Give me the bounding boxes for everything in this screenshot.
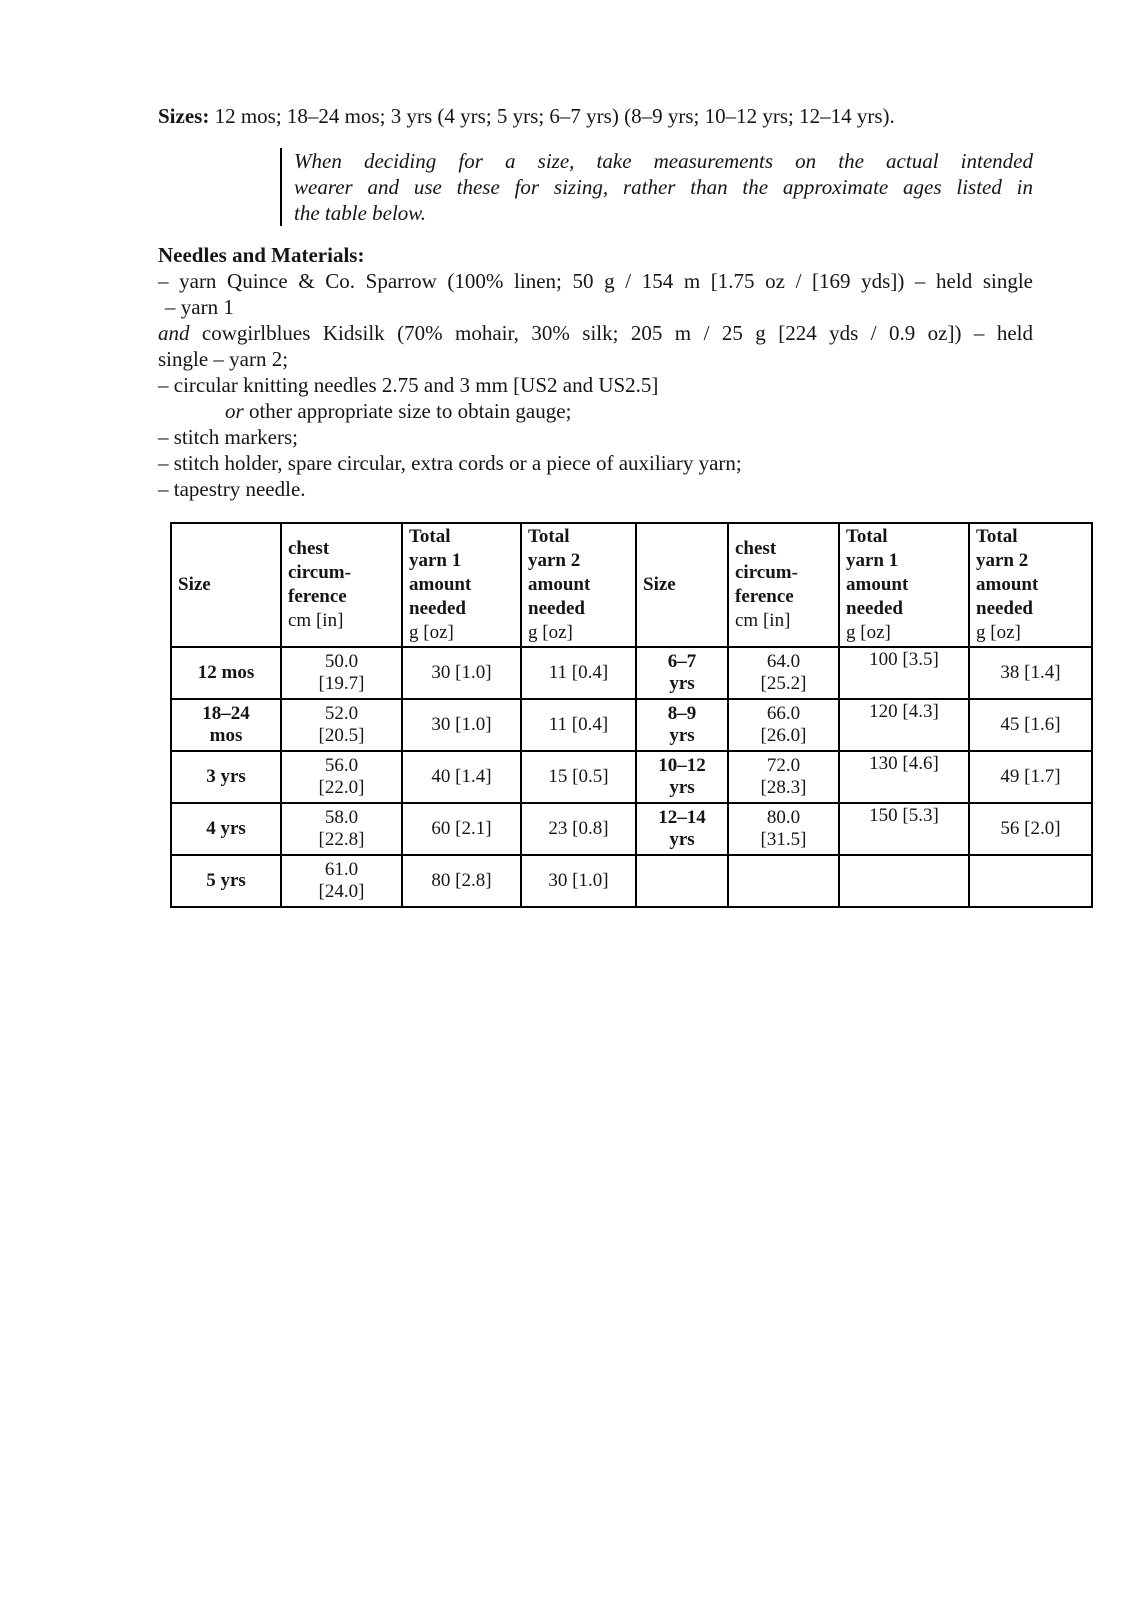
table-cell: 80 [2.8] [402,855,521,907]
sizes-line [158,103,1033,129]
table-cell: 50.0 [19.7] [281,647,402,699]
table-row [171,803,1092,855]
text-run: – yarn Quince & Co. Sparrow (100% linen; 50 g / 154 m [1.75 oz / [169 yds]) – held single [158,269,1033,293]
table-cell: 15 [0.5] [521,751,636,803]
material-line [158,450,1033,476]
column-header: Total yarn 2 amount needed g [oz] [521,523,636,647]
column-header: Size [636,523,728,647]
table-cell: 60 [2.1] [402,803,521,855]
column-header: chest circum- ference cm [in] [281,523,402,647]
table-row [171,699,1092,751]
table-cell: 10–12 yrs [636,751,728,803]
italic-run: or [225,399,244,423]
table-cell: 49 [1.7] [969,751,1092,803]
table-cell: 30 [1.0] [402,647,521,699]
material-line [158,320,1033,346]
column-header: Total yarn 1 amount needed g [oz] [839,523,969,647]
sizes-values: 12 mos; 18–24 mos; 3 yrs (4 yrs; 5 yrs; 6–7 yrs) (8–9 yrs; 10–12 yrs; 12–14 yrs). [209,104,895,128]
table-cell: 120 [4.3] [839,699,969,751]
table-header-row [171,523,1092,647]
table-cell: 61.0 [24.0] [281,855,402,907]
table-row [171,751,1092,803]
text-run: single – yarn 2; [158,347,289,371]
text-run: – stitch markers; [158,425,298,449]
table-cell: 100 [3.5] [839,647,969,699]
text-run: – circular knitting needles 2.75 and 3 mm [US2 and US2.5] [158,373,659,397]
material-line [158,294,1033,320]
text-run: other appropriate size to obtain gauge; [243,399,572,423]
table-cell: 30 [1.0] [521,855,636,907]
italic-run: and [158,321,190,345]
table-cell: 3 yrs [171,751,281,803]
table-cell [839,855,969,907]
note-line: the table below. [294,201,426,225]
text-run: – yarn 1 [165,295,234,319]
table-cell: 12 mos [171,647,281,699]
size-table [170,522,1093,908]
table-cell [728,855,839,907]
table-cell: 18–24 mos [171,699,281,751]
table-cell: 6–7 yrs [636,647,728,699]
page-content [158,103,1061,908]
material-line [158,268,1033,294]
table-cell: 11 [0.4] [521,699,636,751]
material-line [158,476,1033,502]
note-line: wearer and use these for sizing, rather than the approximate ages listed in [294,175,1033,199]
table-cell [636,855,728,907]
table-cell: 23 [0.8] [521,803,636,855]
material-line [158,346,1033,372]
table-cell [969,855,1092,907]
table-cell: 80.0 [31.5] [728,803,839,855]
materials-list [158,268,1033,502]
table-cell: 64.0 [25.2] [728,647,839,699]
table-row [171,647,1092,699]
material-line [158,398,1033,424]
text-run: – tapestry needle. [158,477,306,501]
note-line: When deciding for a size, take measurements on the actual intended [294,149,1033,173]
column-header: Total yarn 2 amount needed g [oz] [969,523,1092,647]
table-cell: 150 [5.3] [839,803,969,855]
table-cell: 130 [4.6] [839,751,969,803]
text-run: – stitch holder, spare circular, extra cords or a piece of auxiliary yarn; [158,451,742,475]
table-cell: 8–9 yrs [636,699,728,751]
table-cell: 5 yrs [171,855,281,907]
table-cell: 56.0 [22.0] [281,751,402,803]
material-line [158,372,1033,398]
table-cell: 72.0 [28.3] [728,751,839,803]
table-row [171,855,1092,907]
table-cell: 12–14 yrs [636,803,728,855]
column-header: Total yarn 1 amount needed g [oz] [402,523,521,647]
table-cell: 45 [1.6] [969,699,1092,751]
table-cell: 11 [0.4] [521,647,636,699]
table-cell: 38 [1.4] [969,647,1092,699]
table-cell: 30 [1.0] [402,699,521,751]
table-cell: 52.0 [20.5] [281,699,402,751]
materials-heading: Needles and Materials: [158,243,365,267]
sizing-note-blockquote [280,148,1033,226]
size-table-head [171,523,1092,647]
text-run: cowgirlblues Kidsilk (70% mohair, 30% silk; 205 m / 25 g [224 yds / 0.9 oz]) – held [189,321,1033,345]
table-cell: 58.0 [22.8] [281,803,402,855]
size-table-body [171,647,1092,907]
table-cell: 56 [2.0] [969,803,1092,855]
table-cell: 4 yrs [171,803,281,855]
table-cell: 40 [1.4] [402,751,521,803]
column-header: Size [171,523,281,647]
material-line [158,424,1033,450]
sizes-label: Sizes: [158,104,210,128]
table-cell: 66.0 [26.0] [728,699,839,751]
column-header: chest circum- ference cm [in] [728,523,839,647]
